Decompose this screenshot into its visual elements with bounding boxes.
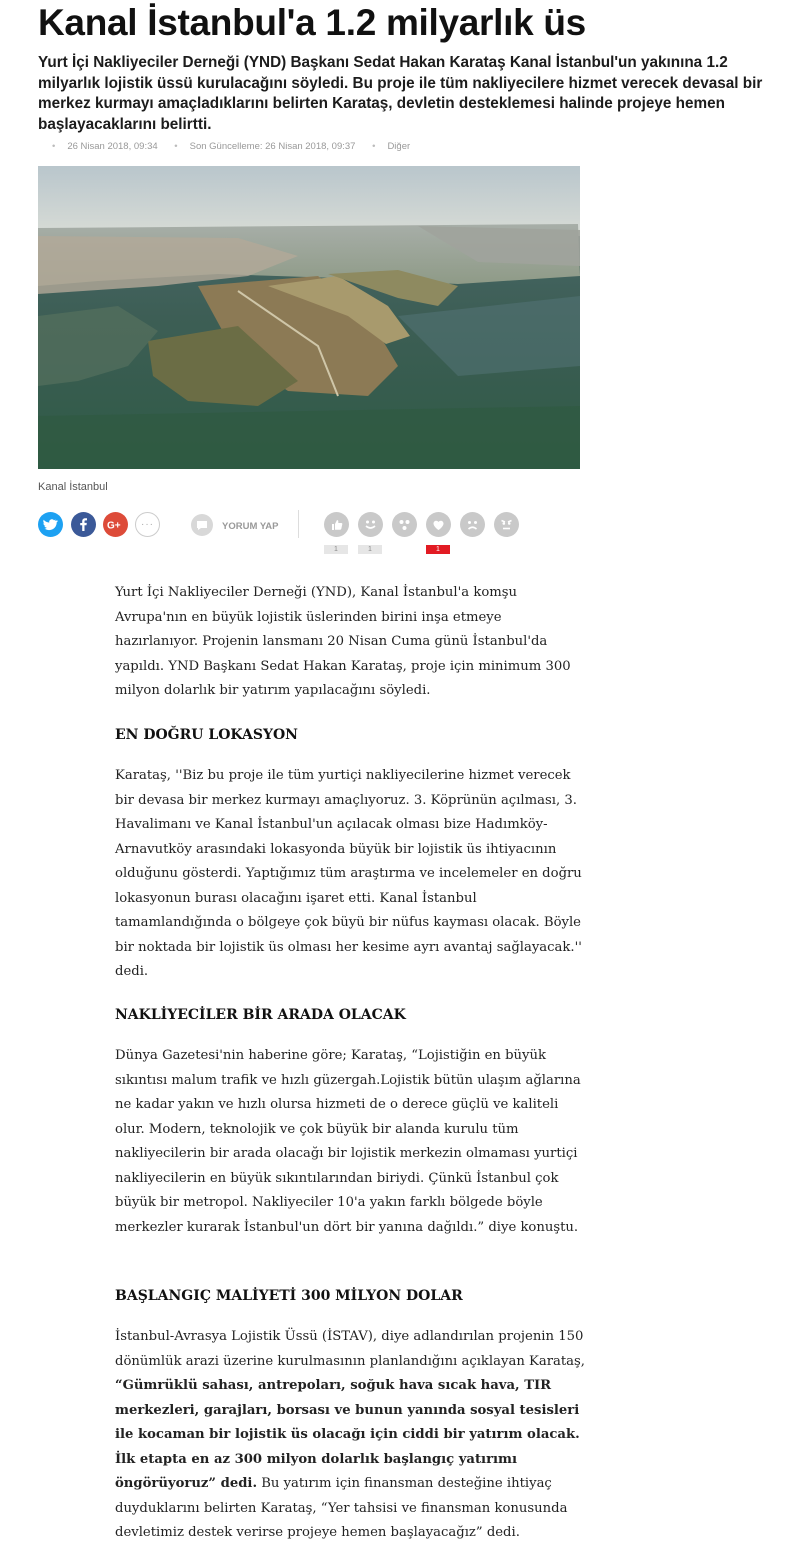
hero-image	[38, 166, 580, 469]
reaction-count: 1	[426, 545, 450, 554]
facebook-share-button[interactable]	[71, 512, 96, 537]
body-paragraph	[115, 1325, 585, 1546]
published-date: 26 Nisan 2018, 09:34	[67, 141, 158, 152]
divider	[298, 510, 299, 538]
surprised-icon[interactable]	[392, 512, 417, 537]
section-heading: BAŞLANGIÇ MALİYETİ 300 MİLYON DOLAR	[115, 1288, 463, 1304]
facebook-icon	[71, 512, 96, 537]
more-icon: ···	[141, 519, 154, 530]
body-text-span: İstanbul-Avrasya Lojistik Üssü (İSTAV), diye adlandırılan projenin 150 dönümlük arazi üzerine kurulmasının planlandığını açıklayan Karataş,	[115, 1329, 586, 1369]
smile-icon[interactable]	[358, 512, 383, 537]
reaction-count: 1	[324, 545, 348, 554]
body-quote-bold: “Gümrüklü sahası, antrepoları, soğuk hava sıcak hava, TIR merkezleri, garajları, borsası ve bunun yanında sosyal tesisleri ile kocaman bir lojistik üs olacağı için ciddi bir yatırım olacak. İlk etapta en az 300 milyon dolarlık başlangıç yatırımı öngörüyoruz” dedi.	[115, 1378, 580, 1491]
body-paragraph: Yurt İçi Nakliyeciler Derneği (YND), Kanal İstanbul'a komşu Avrupa'nın en büyük lojistik üslerinden birini inşa etmeye hazırlanıyor. Projenin lansmanı 20 Nisan Cuma günü İstanbul'da yapıldı. YND Başkanı Sedat Hakan Karataş, proje için minimum 300 milyon dolarlık bir yatırım yapılacağını söyledi.	[115, 585, 571, 698]
body-text-span: Bu yatırım için finansman desteğine ihtiyaç duyduklarını belirten Karataş, “Yer tahsisi ve finansman konusunda devletimiz destek verirse projeye hemen başlayacağız” dedi.	[115, 1476, 568, 1540]
twitter-share-button[interactable]	[38, 512, 63, 537]
google-plus-share-button[interactable]	[103, 512, 128, 537]
reaction-count: 1	[358, 545, 382, 554]
more-share-button[interactable]	[135, 512, 160, 537]
angry-icon[interactable]	[494, 512, 519, 537]
svg-text:G+: G+	[107, 520, 121, 532]
article-summary: Yurt İçi Nakliyeciler Derneği (YND) Başkanı Sedat Hakan Karataş Kanal İstanbul'un yakınına 1.2 milyarlık lojistik üssü kurulacağını söyledi. Bu proje ile tüm nakliyecilere hizmet verecek devasal bir merkez kurmayı amaçladıklarını belirten Karataş, devletin desteklemesi halinde projeye hemen başlayacaklarını belirtti.	[38, 54, 763, 133]
google-plus-icon	[103, 512, 128, 537]
body-paragraph: Karataş, ''Biz bu proje ile tüm yurtiçi nakliyecilerine hizmet verecek bir devasa bir merkez kurmayı amaçlıyoruz. 3. Köprünün açılması, 3. Havalimanı ve Kanal İstanbul'un açılacak olması bize Hadımköy-Arnavutköy arasındaki lokasyonda büyük bir lojistik üs ihtiyacının olduğunu gösterdi. Yaptığımız tüm araştırma ve incelemeler en doğru lokasyonun burası olacağını işaret etti. Kanal İstanbul tamamlandığında o bölgeye çok büyü bir nüfus kayması olacak. Böyle bir noktada bir lojistik üs olması her kesime ayrı avantaj sağlayacak.'' dedi.	[115, 768, 582, 979]
updated-date: Son Güncelleme: 26 Nisan 2018, 09:37	[189, 141, 356, 152]
twitter-icon	[38, 512, 63, 537]
heart-icon[interactable]	[426, 512, 451, 537]
section-heading: NAKLİYECİLER BİR ARADA OLACAK	[115, 1007, 406, 1023]
category-link[interactable]: Diğer	[387, 141, 411, 152]
section-heading: EN DOĞRU LOKASYON	[115, 727, 298, 743]
bullet-icon: •	[372, 141, 376, 152]
thumbs-up-icon[interactable]	[324, 512, 349, 537]
sad-icon[interactable]	[460, 512, 485, 537]
image-caption: Kanal İstanbul	[38, 481, 108, 493]
comment-label: YORUM YAP	[222, 521, 279, 532]
comment-icon	[191, 514, 213, 536]
aerial-photo	[38, 166, 580, 469]
article-meta	[38, 141, 410, 152]
bullet-icon: •	[52, 141, 56, 152]
article-title: Kanal İstanbul'a 1.2 milyarlık üs	[38, 2, 586, 43]
bullet-icon: •	[174, 141, 178, 152]
body-paragraph: Dünya Gazetesi'nin haberine göre; Karataş, “Lojistiğin en büyük sıkıntısı malum trafik ve hızlı güzergah.Lojistik bütün ulaşım ağlarına ne kadar yakın ve hızlı olursa hizmeti de o derece güçlü ve kaliteli olur. Modern, teknolojik ve çok büyük bir alanda kurulu tüm nakliyecilerin bir arada olacağı bir lojistik merkezin olmaması yurtiçi nakliyecilerin en büyük sıkıntılarından biriydi. Çünkü İstanbul çok büyük bir metropol. Nakliyeciler 10'a yakın farklı bölgede böyle merkezler kurarak İstanbul'un dört bir yanına dağıldı.” diye konuştu.	[115, 1048, 581, 1235]
